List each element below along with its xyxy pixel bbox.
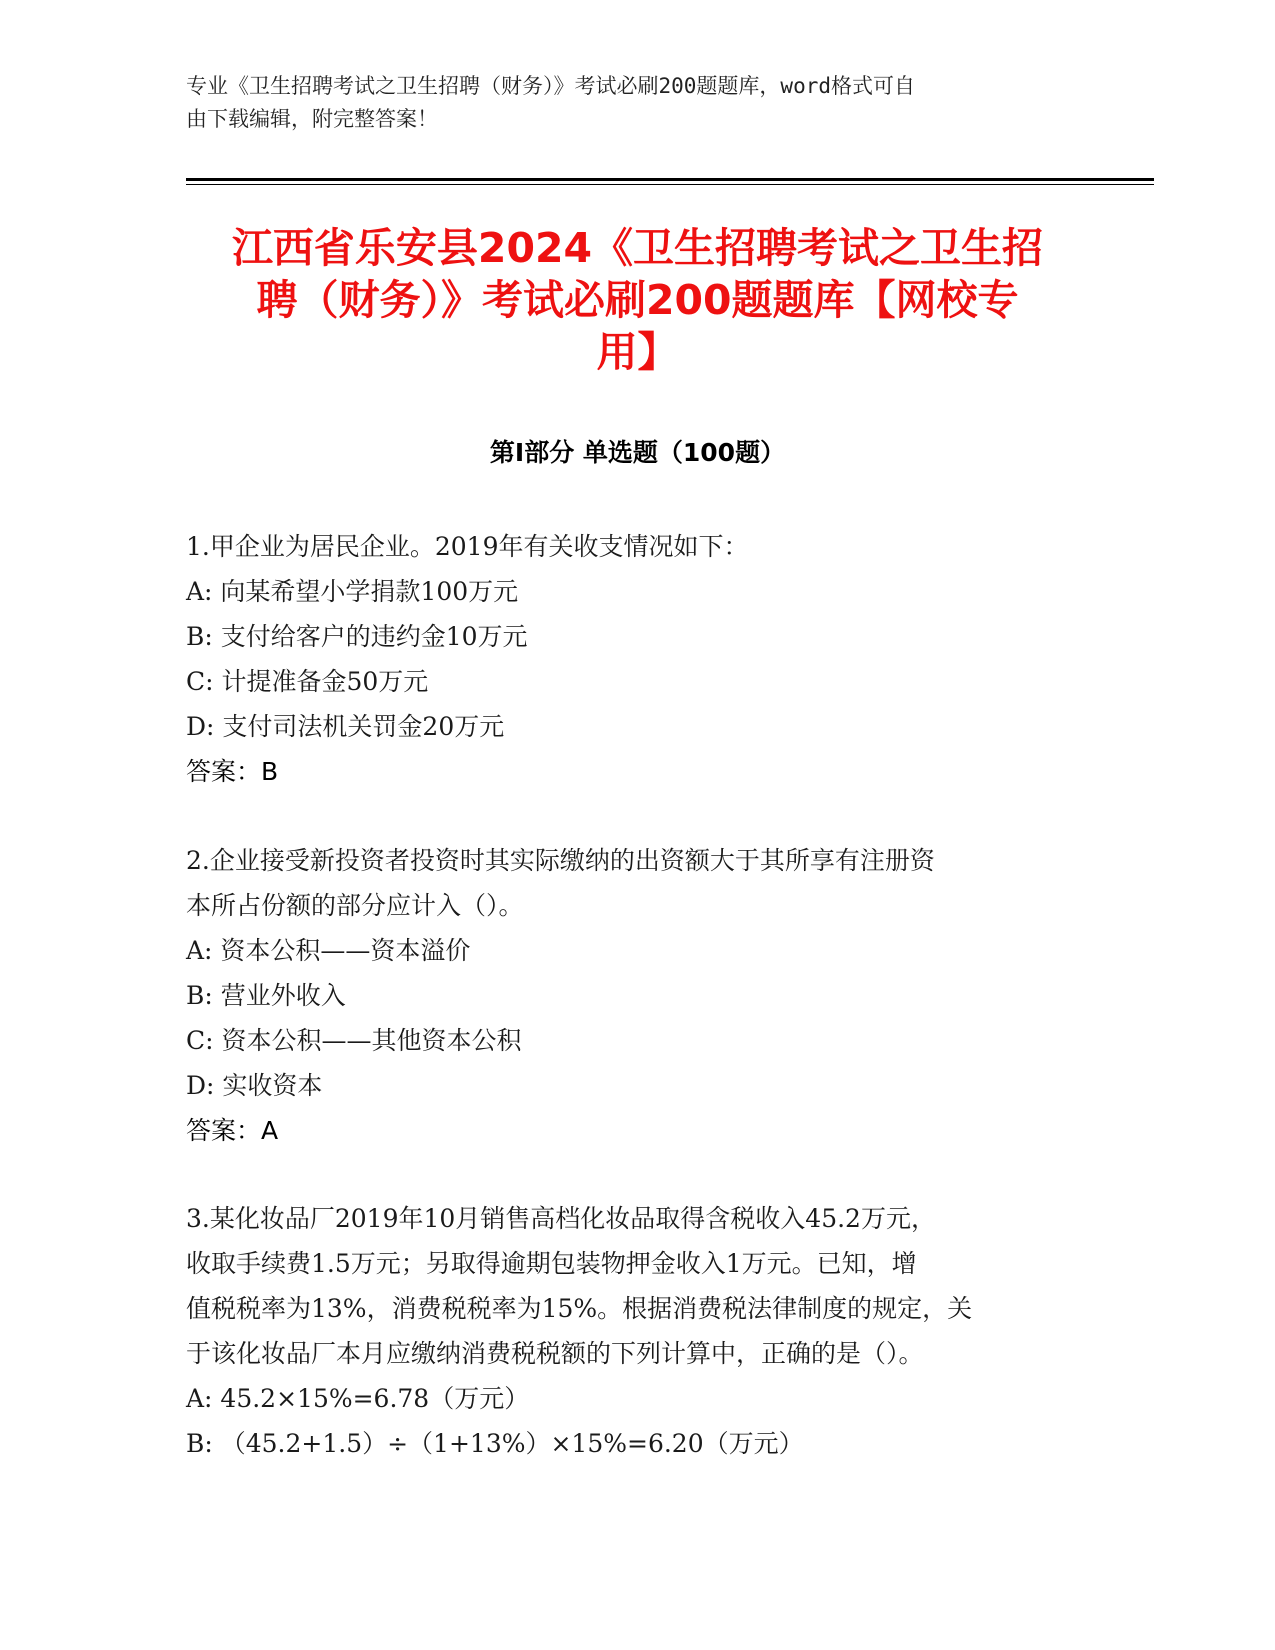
option-a: A: 资本公积——资本溢价 [186,936,471,965]
question-stem: 于该化妆品厂本月应缴纳消费税税额的下列计算中，正确的是（）。 [186,1339,924,1368]
section-heading: 第Ⅰ部分 单选题（100题） [489,438,786,467]
answer: 答案：B [186,757,279,786]
header-note [186,70,1066,136]
document-title [180,222,1095,378]
title-line: 用】 [596,328,679,376]
option-c: C: 计提准备金50万元 [186,667,429,696]
header-note-line: 专业《卫生招聘考试之卫生招聘（财务）》考试必刷200题题库，word格式可自 [186,74,915,98]
option-a: A: 45.2×15%=6.78（万元） [186,1384,530,1413]
option-d: D: 支付司法机关罚金20万元 [186,712,505,741]
option-d: D: 实收资本 [186,1071,323,1100]
option-b: B: 支付给客户的违约金10万元 [186,622,528,651]
question-stem: 值税税率为13%，消费税税率为15%。根据消费税法律制度的规定，关 [186,1294,973,1323]
option-c: C: 资本公积——其他资本公积 [186,1026,522,1055]
question-stem: 3.某化妆品厂2019年10月销售高档化妆品取得含税收入45.2万元， [186,1204,936,1233]
header-note-line: 由下载编辑，附完整答案！ [186,107,438,131]
option-b: B: 营业外收入 [186,981,346,1010]
header-rule-thick [186,178,1154,181]
question-3 [186,1196,1086,1466]
option-a: A: 向某希望小学捐款100万元 [186,577,519,606]
question-2 [186,838,1086,1153]
question-1 [186,524,1086,794]
question-stem: 收取手续费1.5万元；另取得逾期包装物押金收入1万元。已知，增 [186,1249,917,1278]
question-stem: 本所占份额的部分应计入（）。 [186,891,524,920]
question-stem: 2.企业接受新投资者投资时其实际缴纳的出资额大于其所享有注册资 [186,846,935,875]
header-rule-thin [186,184,1154,185]
title-line: 聘（财务）》考试必刷200题题库【网校专 [256,276,1019,324]
answer: 答案：A [186,1116,279,1145]
question-stem: 1.甲企业为居民企业。2019年有关收支情况如下： [186,532,749,561]
title-line: 江西省乐安县2024《卫生招聘考试之卫生招 [231,224,1044,272]
option-b: B: （45.2+1.5）÷（1+13%）×15%=6.20（万元） [186,1429,804,1458]
